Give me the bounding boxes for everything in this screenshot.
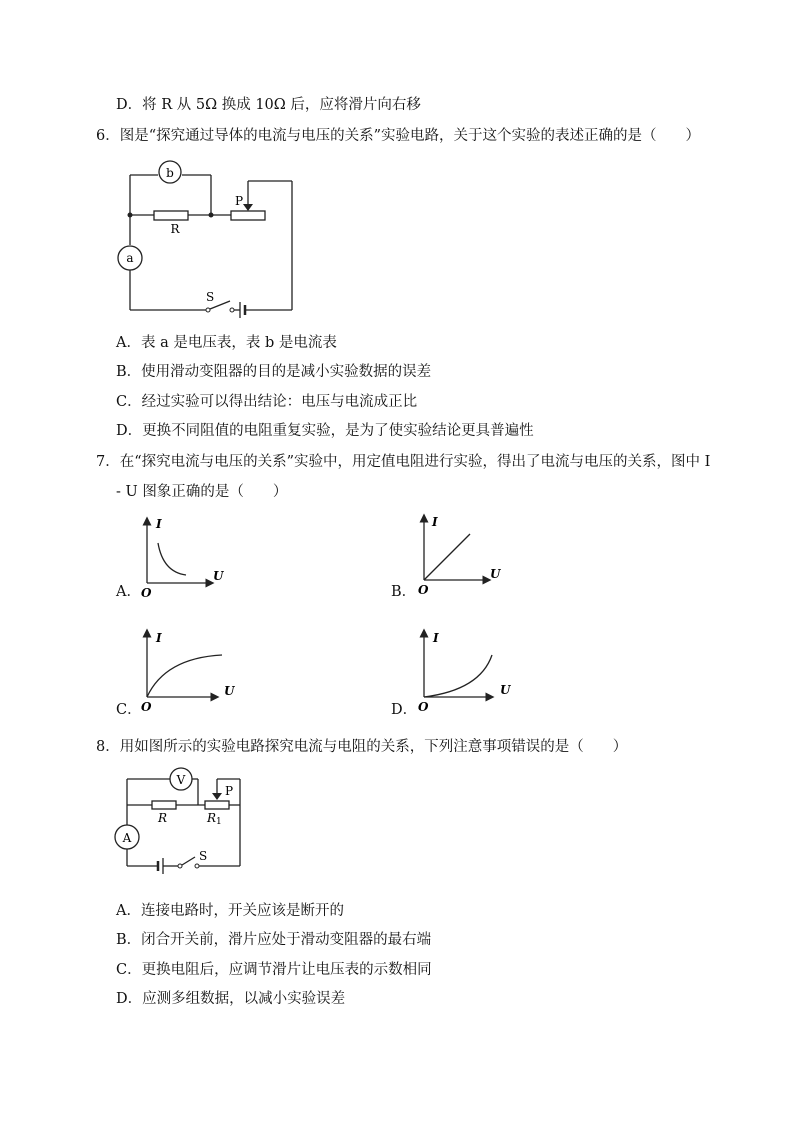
q6-meter-a-label: a	[126, 251, 134, 265]
q7-stem-line2: - U 图象正确的是（ ）	[116, 484, 288, 500]
svg-text:U: U	[224, 684, 235, 698]
q5-option-d: D．将 R 从 5Ω 换成 10Ω 后，应将滑片向右移	[116, 97, 421, 113]
q6-option-b: B．使用滑动变阻器的目的是减小实验数据的误差	[116, 364, 432, 380]
q8-resistor-label: R	[158, 811, 168, 825]
q7-option-a: A．	[116, 584, 141, 600]
svg-text:U: U	[490, 567, 501, 581]
svg-text:I: I	[156, 517, 162, 531]
svg-text:I: I	[433, 631, 439, 645]
q6-option-d: D．更换不同阻值的电阻重复实验，是为了使实验结论更具普遍性	[116, 423, 534, 439]
svg-text:O: O	[141, 586, 152, 600]
q8-switch-label: S	[199, 849, 208, 863]
q8-rheostat-r1	[205, 801, 229, 809]
svg-text:I: I	[432, 515, 438, 529]
q6-slider-label: P	[235, 194, 244, 208]
q8-option-a: A．连接电路时，开关应该是断开的	[116, 903, 344, 919]
q8-stem: 8．用如图所示的实验电路探究电流与电阻的关系，下列注意事项错误的是（ ）	[96, 739, 628, 755]
svg-text:I: I	[156, 631, 162, 645]
svg-text:O: O	[141, 700, 152, 714]
q7-option-d: D．	[391, 702, 418, 718]
q6-stem: 6．图是“探究通过导体的电流与电压的关系”实验电路，关于这个实验的表述正确的是（ ）	[96, 128, 701, 144]
q6-switch-label: S	[206, 290, 215, 304]
svg-text:U: U	[500, 683, 511, 697]
q8-rheostat-label: R1	[207, 811, 222, 827]
q6-option-a: A．表 a 是电压表，表 b 是电流表	[116, 335, 337, 351]
q6-option-c: C．经过实验可以得出结论：电压与电流成正比	[116, 394, 418, 410]
q7-stem-line1: 7．在“探究电流与电压的关系”实验中，用定值电阻进行实验，得出了电流与电压的关系，图中 I	[96, 454, 711, 470]
q8-resistor-r	[152, 801, 176, 809]
q6-resistor-label: R	[170, 222, 180, 236]
q8-voltmeter-label: V	[176, 773, 186, 787]
q8-slider-label: P	[225, 784, 234, 798]
q7-option-c: C．	[116, 702, 142, 718]
svg-text:U: U	[213, 569, 224, 583]
q7-option-b: B．	[391, 584, 417, 600]
q8-ammeter-label: A	[122, 831, 132, 845]
svg-text:O: O	[418, 700, 429, 714]
q6-meter-b-label: b	[166, 166, 174, 180]
q8-option-d: D．应测多组数据，以减小实验误差	[116, 991, 346, 1007]
svg-text:O: O	[418, 583, 429, 597]
q8-option-c: C．更换电阻后，应调节滑片让电压表的示数相同	[116, 962, 432, 978]
q8-option-b: B．闭合开关前，滑片应处于滑动变阻器的最右端	[116, 932, 432, 948]
